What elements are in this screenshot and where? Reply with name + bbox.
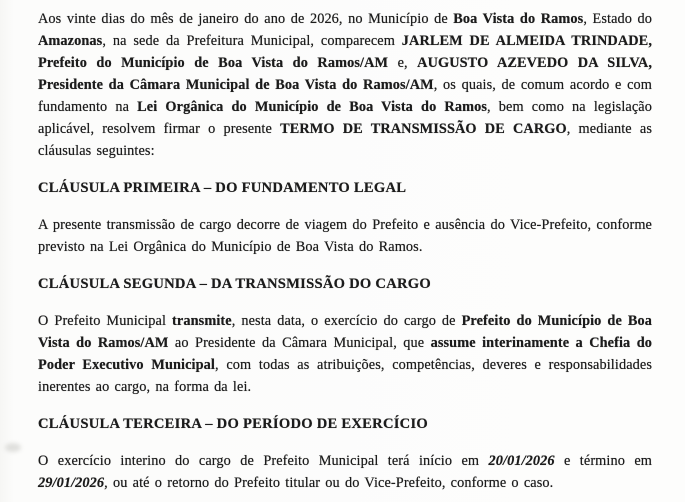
- text-segment: CLÁUSULA SEGUNDA – DA TRANSMISSÃO DO CARGO: [38, 276, 431, 292]
- text-segment: , Estado do: [583, 11, 653, 27]
- text-segment: assume interinamente a Chefia do Poder Executivo Municipal: [38, 335, 652, 373]
- text-segment: Prefeito do Município de Boa Vista do Ramos/AM: [38, 55, 389, 71]
- text-segment: CLÁUSULA PRIMEIRA – DO FUNDAMENTO LEGAL: [38, 180, 407, 196]
- text-segment: TERMO DE TRANSMISSÃO DE CARGO: [280, 121, 567, 137]
- text-segment: Boa Vista do Ramos: [453, 11, 584, 27]
- document-body: [38, 8, 652, 494]
- text-segment: CLÁUSULA TERCEIRA – DO PERÍODO DE EXERCÍCIO: [38, 416, 428, 432]
- text-segment: Prefeito do Município de Boa Vista do Ramos/AM: [38, 313, 652, 351]
- text-segment: AUGUSTO AZEVEDO DA SILVA,: [417, 55, 653, 71]
- text-segment: O exercício interino do cargo de Prefeito Municipal terá início em: [38, 453, 489, 469]
- text-segment: Amazonas: [38, 33, 103, 49]
- text-segment: , nesta data, o exercício do cargo de: [231, 313, 462, 329]
- text-segment: e,: [388, 55, 418, 71]
- text-segment: e término em: [554, 453, 652, 469]
- document-paragraph: [38, 214, 652, 258]
- text-segment: , com todas as atribuições, competências, deveres e responsabilidades inerentes ao cargo, na forma da lei.: [38, 357, 653, 395]
- text-segment: O Prefeito Municipal: [38, 313, 173, 329]
- text-segment: 29/01/2026: [38, 475, 105, 491]
- text-segment: Lei Orgânica do Município de Boa Vista do Ramos: [137, 99, 488, 115]
- text-segment: 20/01/2026: [488, 453, 555, 469]
- text-segment: , ou até o retorno do Prefeito titular ou do Vice-Prefeito, conforme o caso.: [104, 475, 554, 491]
- text-segment: transmite: [172, 313, 232, 329]
- document-heading: [38, 273, 652, 295]
- document-paragraph: [38, 450, 652, 494]
- document-paragraph: [38, 310, 652, 398]
- scan-smudge-artifact: [5, 443, 21, 452]
- text-segment: , bem como na legislação aplicável, resolvem firmar o presente: [38, 99, 652, 137]
- text-segment: A presente transmissão de cargo decorre de viagem do Prefeito e ausência do Vice-Prefeito, conforme previsto na Lei Orgânica do Município de Boa Vista do Ramos.: [38, 217, 652, 255]
- text-segment: JARLEM DE ALMEIDA TRINDADE,: [401, 33, 652, 49]
- text-segment: , na sede da Prefeitura Municipal, comparecem: [102, 33, 402, 49]
- text-segment: Aos vinte dias do mês de janeiro do ano de 2026, no Município de: [38, 11, 454, 27]
- text-segment: , os quais, de comum acordo e com fundamento na: [38, 77, 652, 115]
- text-segment: Presidente da Câmara Municipal de Boa Vista do Ramos/AM: [38, 77, 434, 93]
- document-heading: [38, 177, 652, 199]
- document-paragraph: [38, 8, 652, 162]
- document-heading: [38, 413, 652, 435]
- text-segment: , mediante as cláusulas seguintes:: [38, 121, 652, 159]
- text-segment: ao Presidente da Câmara Municipal, que: [168, 335, 431, 351]
